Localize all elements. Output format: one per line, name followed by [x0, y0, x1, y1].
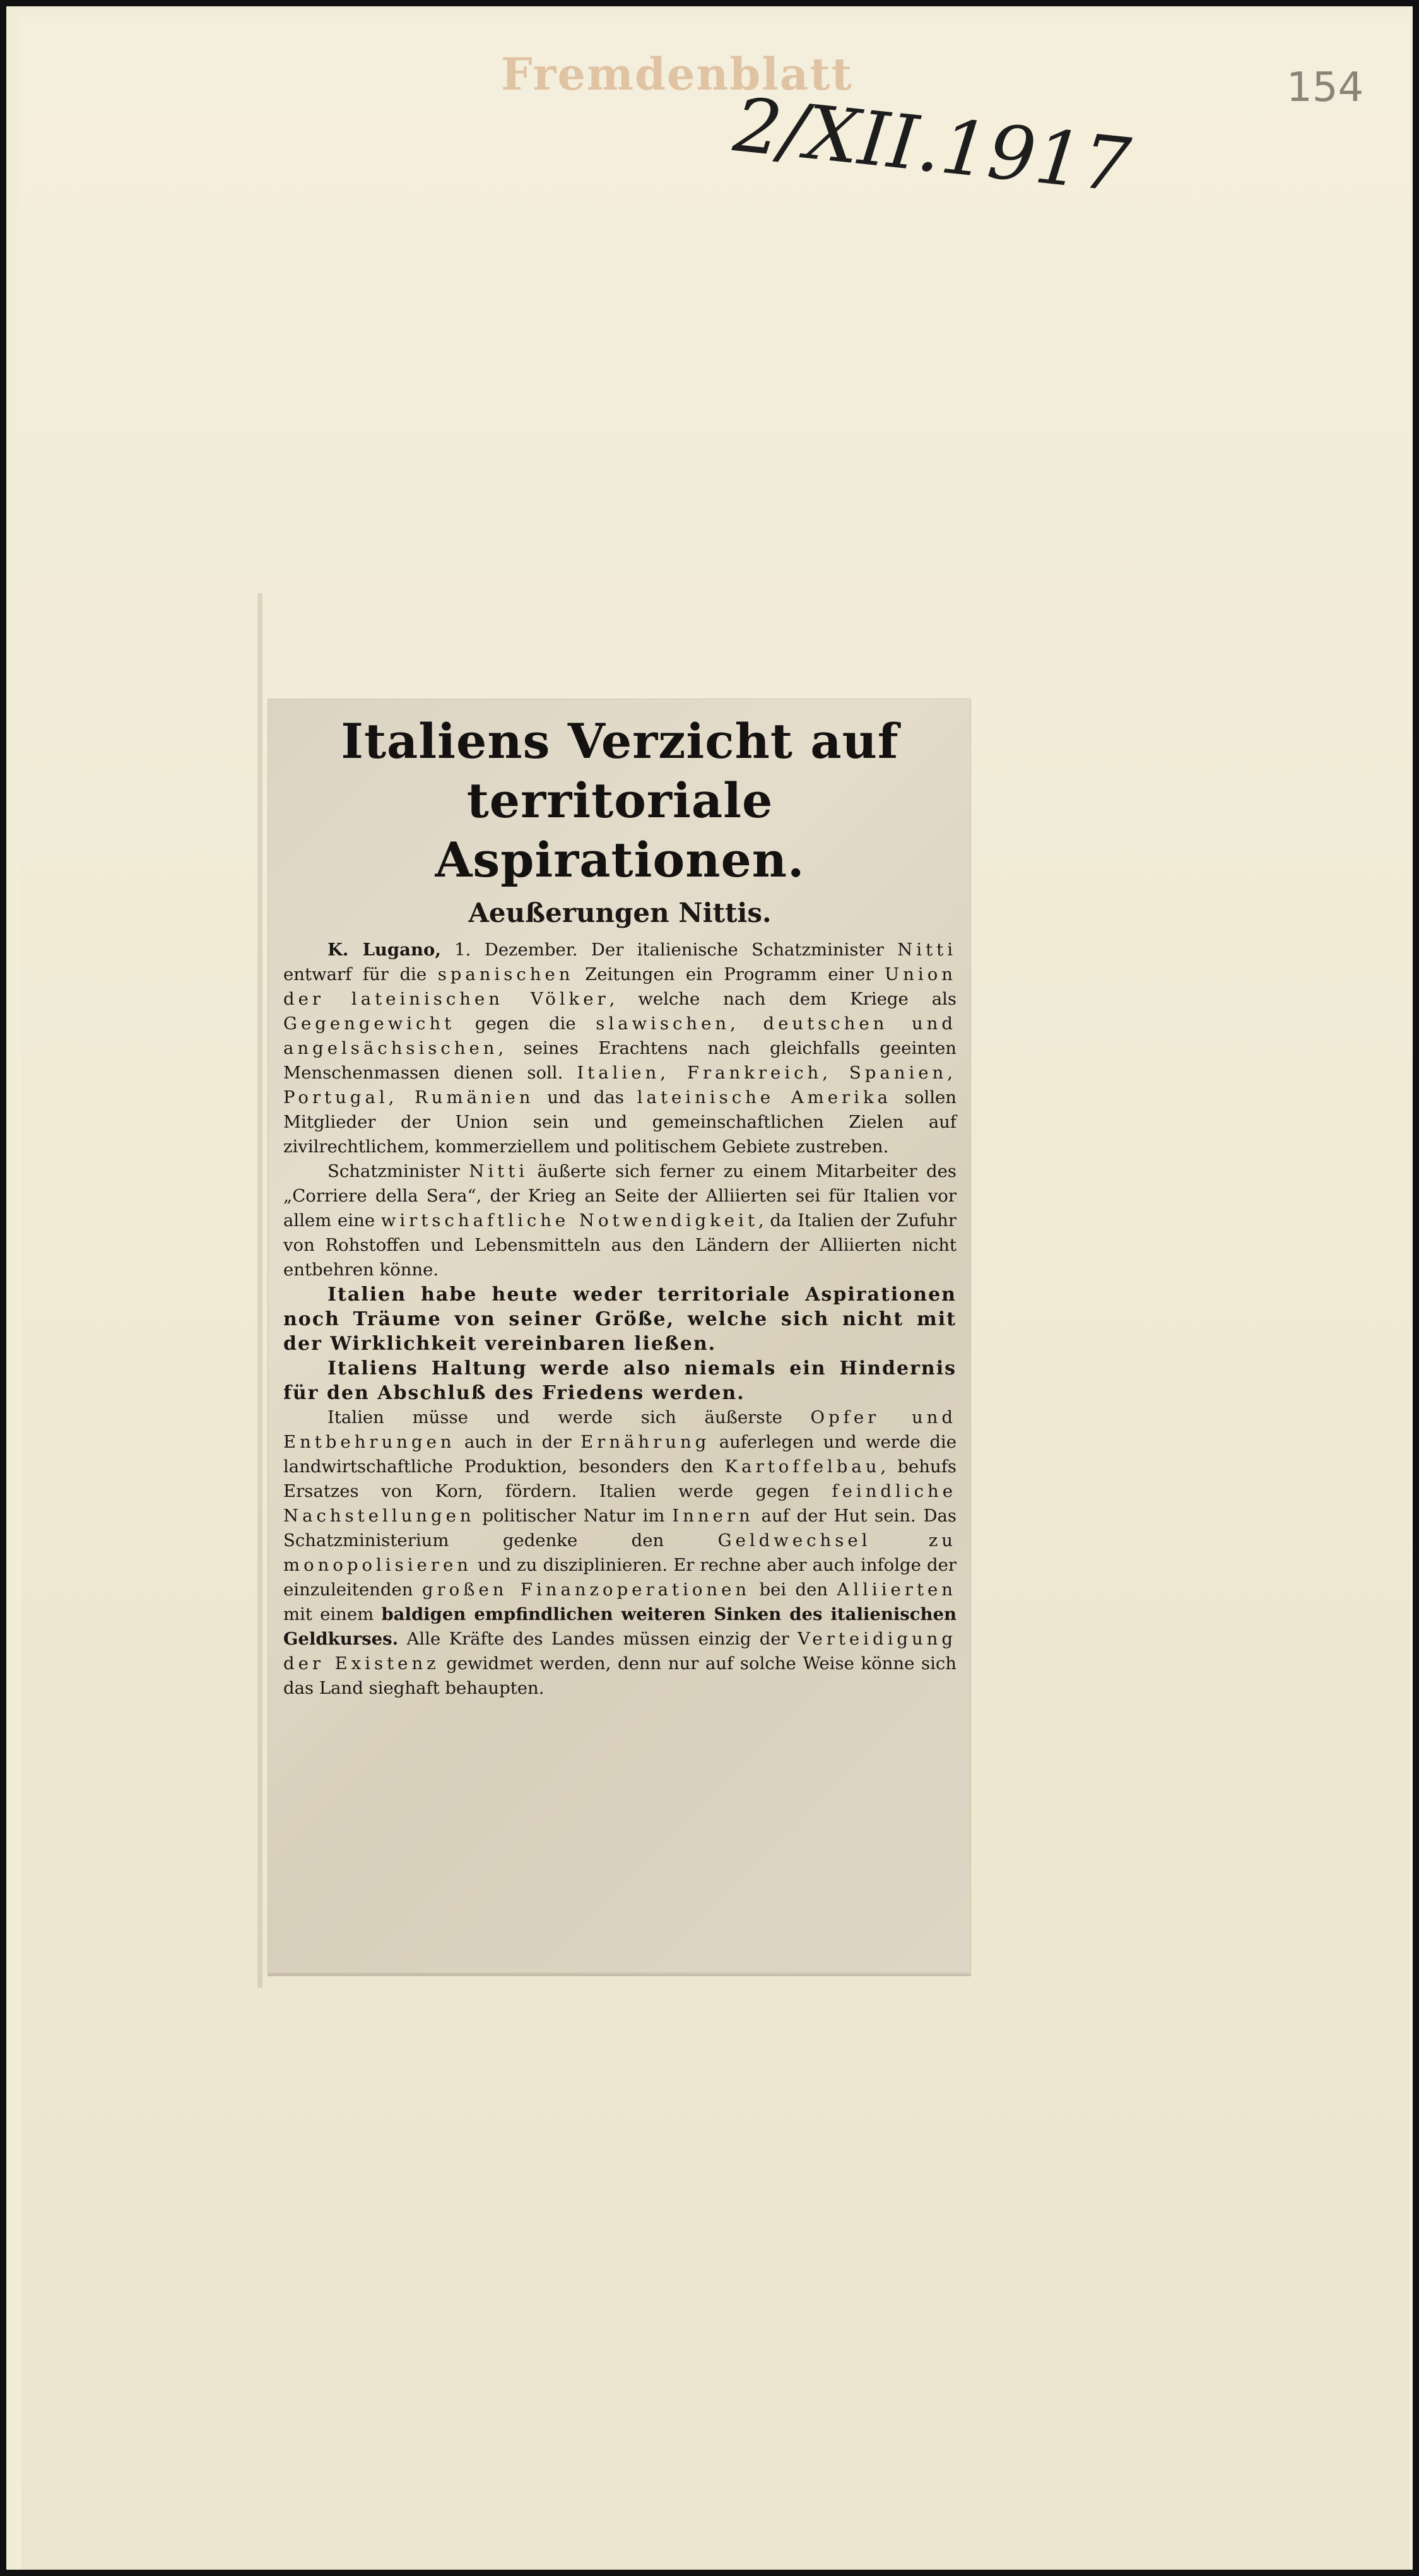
text-segment: gegen die — [455, 1013, 596, 1034]
text-segment: Union der lateinischen Völker — [283, 964, 957, 1009]
text-segment: feindliche Nachstellungen — [283, 1481, 957, 1526]
handwritten-date: 2/XII.1917 — [729, 81, 1134, 210]
text-segment: gewidmet werden, denn nur auf solche Weise könne sich das Land sieghaft behaupten. — [283, 1653, 957, 1698]
text-segment: Verteidigung der Existenz — [283, 1629, 957, 1674]
text-segment: slawischen, deutschen und angelsächsischen — [283, 1013, 957, 1058]
text-segment: und zu disziplinieren. Er rechne aber auch infolge der einzuleitenden — [283, 1555, 957, 1600]
article-paragraph — [283, 1159, 957, 1282]
backing-paper-edge — [257, 593, 262, 1988]
text-segment: , seines Erachtens nach gleichfalls geeinten Menschenmassen dienen soll. — [283, 1038, 957, 1083]
headline-line-1: Italiens Verzicht auf territoriale — [341, 713, 899, 829]
text-segment: Nitti — [897, 940, 957, 960]
clipping-bottom-edge — [268, 1973, 970, 1976]
text-segment: Gegengewicht — [283, 1013, 456, 1034]
article-paragraph — [283, 938, 957, 1159]
text-segment: Italiens Haltung werde also niemals ein Hindernis für den Abschluß des Friedens werden. — [283, 1357, 957, 1404]
text-segment: baldigen empfindlichen weiteren Sinken des italienischen Geldkurses. — [283, 1604, 957, 1649]
text-segment: , da Italien der Zufuhr von Rohstoffen und Lebensmitteln aus den Ländern der Alliierten nicht entbehren könne. — [283, 1210, 957, 1280]
text-segment: Alle Kräfte des Landes müssen einzig der — [398, 1629, 798, 1649]
text-segment: äußerte sich ferner zu einem Mitarbeiter des „Corriere della Sera“, der Krieg an Seite der Alliierten sei für Italien vor allem eine — [283, 1161, 957, 1231]
text-segment: lateinische Amerika — [637, 1087, 892, 1108]
text-segment: Ernährung — [580, 1432, 710, 1452]
headline — [283, 712, 957, 890]
newspaper-clipping — [268, 699, 970, 1975]
text-segment: auch in der — [455, 1432, 581, 1452]
text-segment: Nitti — [469, 1161, 529, 1181]
text-segment: bei den — [750, 1580, 837, 1600]
text-segment: politischer Natur im — [474, 1506, 673, 1526]
text-segment: Italien müsse und werde sich äußerste — [327, 1407, 811, 1427]
text-segment: wirtschaftliche Notwendigkeit — [380, 1210, 758, 1231]
page-number: 154 — [1287, 64, 1364, 111]
headline-line-2: Aspirationen. — [435, 832, 805, 888]
text-segment: K. Lugano, — [327, 940, 441, 960]
article-paragraph — [283, 1356, 957, 1405]
text-segment: spanischen — [437, 964, 574, 984]
text-segment: 1. Dezember. Der italienische Schatzminister — [440, 940, 898, 960]
text-segment: Italien habe heute weder territoriale Aspirationen noch Träume von seiner Größe, welche sich nicht mit der Wirklichkeit vereinbaren ließen. — [283, 1284, 957, 1355]
text-segment: , welche nach dem Kriege als — [609, 989, 957, 1009]
text-segment: auferlegen und werde die landwirtschaftliche Produktion, besonders den — [283, 1432, 957, 1477]
article-paragraph — [283, 1282, 957, 1356]
text-segment: Geldwechsel zu monopolisieren — [283, 1530, 957, 1575]
text-segment: Kartoffelbau — [724, 1456, 881, 1477]
text-segment: , behufs Ersatzes von Korn, fördern. Italien werde gegen — [283, 1456, 957, 1501]
text-segment: entwarf für die — [283, 964, 438, 984]
article-body — [283, 938, 957, 1701]
text-segment: Italien, Frankreich, Spanien, Portugal, Rumänien — [283, 1063, 957, 1108]
text-segment: Opfer und Entbehrungen — [283, 1407, 957, 1452]
text-segment: und das — [534, 1087, 637, 1108]
subheading: Aeußerungen Nittis. — [468, 897, 772, 928]
text-segment: mit einem — [283, 1604, 382, 1624]
text-segment: auf der Hut sein. Das Schatzministerium gedenke den — [283, 1506, 957, 1551]
text-segment: Zeitungen ein Programm einer — [574, 964, 885, 984]
text-segment: Alliierten — [837, 1580, 957, 1600]
text-segment: sollen Mitglieder der Union sein und gemeinschaftlichen Zielen auf zivilrechtlichem, kommerziellem und politischem Gebiete zustreben. — [283, 1087, 957, 1157]
text-segment: Schatzminister — [327, 1161, 469, 1181]
text-segment: Innern — [672, 1506, 754, 1526]
article-paragraph — [283, 1405, 957, 1701]
newspaper-stamp: Fremdenblatt — [501, 48, 853, 100]
text-segment: großen Finanzoperationen — [421, 1580, 751, 1600]
